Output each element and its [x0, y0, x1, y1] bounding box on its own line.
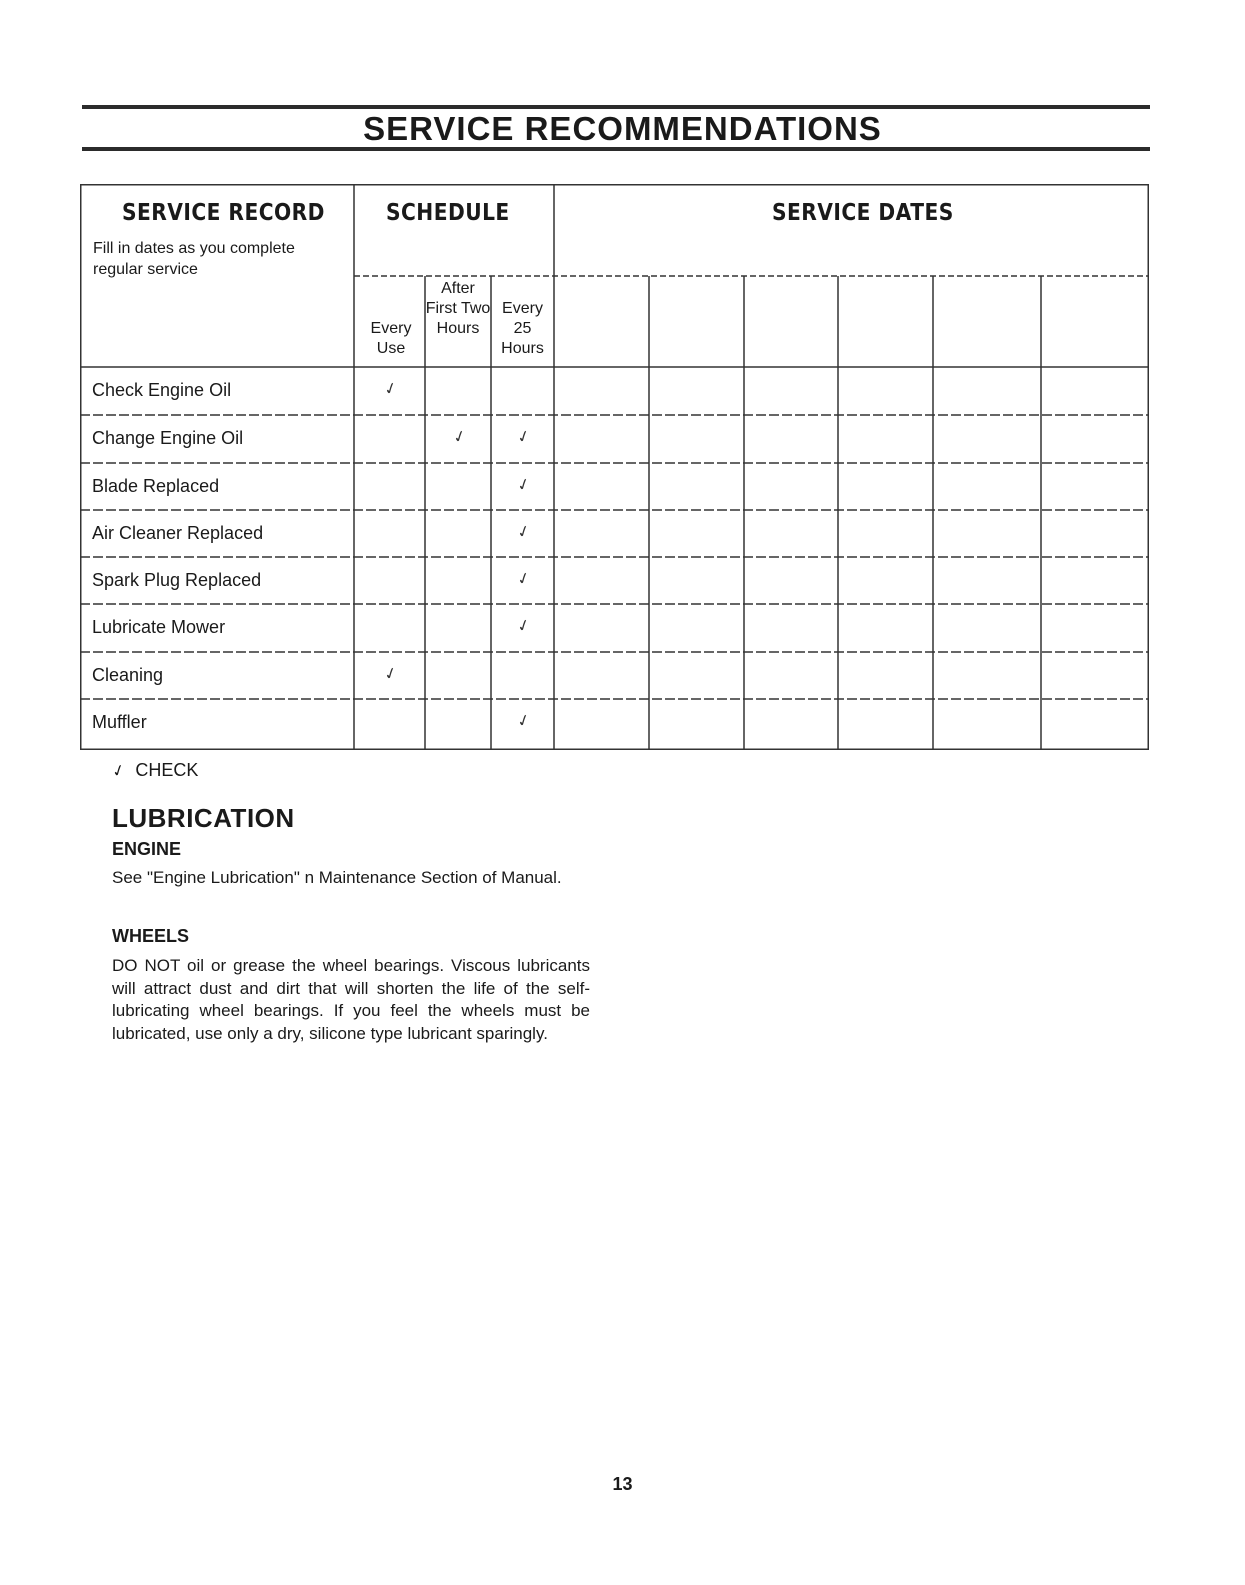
col-every-use: Every Use	[370, 320, 412, 357]
check-icon: ✓	[109, 761, 128, 782]
check-icon: ✓	[514, 473, 534, 496]
header-service-record: SERVICE RECORD	[122, 200, 325, 226]
col-every-25-hours: Every 25 Hours	[501, 300, 544, 357]
check-icon: ✓	[514, 709, 534, 732]
check-icon: ✓	[381, 377, 401, 400]
check-icon: ✓	[514, 567, 534, 590]
wheels-heading: WHEELS	[112, 926, 190, 946]
top-rule	[82, 105, 1150, 109]
table-row-label: Blade Replaced	[92, 476, 220, 496]
bottom-rule	[82, 147, 1150, 151]
table-row-label: Air Cleaner Replaced	[92, 523, 264, 543]
header-note: Fill in dates as you complete regular service	[93, 240, 295, 278]
check-icon: ✓	[514, 520, 534, 543]
check-icon: ✓	[514, 425, 534, 448]
table-row-label: Change Engine Oil	[92, 428, 244, 448]
header-schedule: SCHEDULE	[386, 200, 510, 226]
col-after-first-two-hours: After First Two Hours	[425, 280, 491, 337]
table-row-label: Cleaning	[92, 665, 164, 685]
legend	[109, 760, 199, 782]
page-title: SERVICE RECOMMENDATIONS	[363, 110, 882, 147]
check-icon: ✓	[450, 425, 470, 448]
table-row-label: Muffler	[92, 712, 147, 732]
table-row-label: Check Engine Oil	[92, 380, 232, 400]
service-record-table	[80, 184, 1149, 750]
page-number: 13	[612, 1474, 633, 1494]
header-service-dates: SERVICE DATES	[772, 200, 954, 226]
check-icon: ✓	[514, 614, 534, 637]
legend-label: CHECK	[135, 760, 199, 780]
lubrication-title: LUBRICATION	[112, 803, 295, 833]
engine-heading: ENGINE	[112, 839, 182, 859]
engine-text: See "Engine Lubrication" n Maintenance Section of Manual.	[112, 868, 562, 887]
table-row-label: Lubricate Mower	[92, 617, 226, 637]
table-row-label: Spark Plug Replaced	[92, 570, 262, 590]
check-icon: ✓	[381, 662, 401, 685]
wheels-text: DO NOT oil or grease the wheel bearings. Viscous lubricants will attract dust and dirt that will shorten the life of the self-lubricating wheel bearings. If you feel the wheels must be lubricated, use only a dry, silicone type lubricant sparingly.	[112, 956, 590, 1043]
